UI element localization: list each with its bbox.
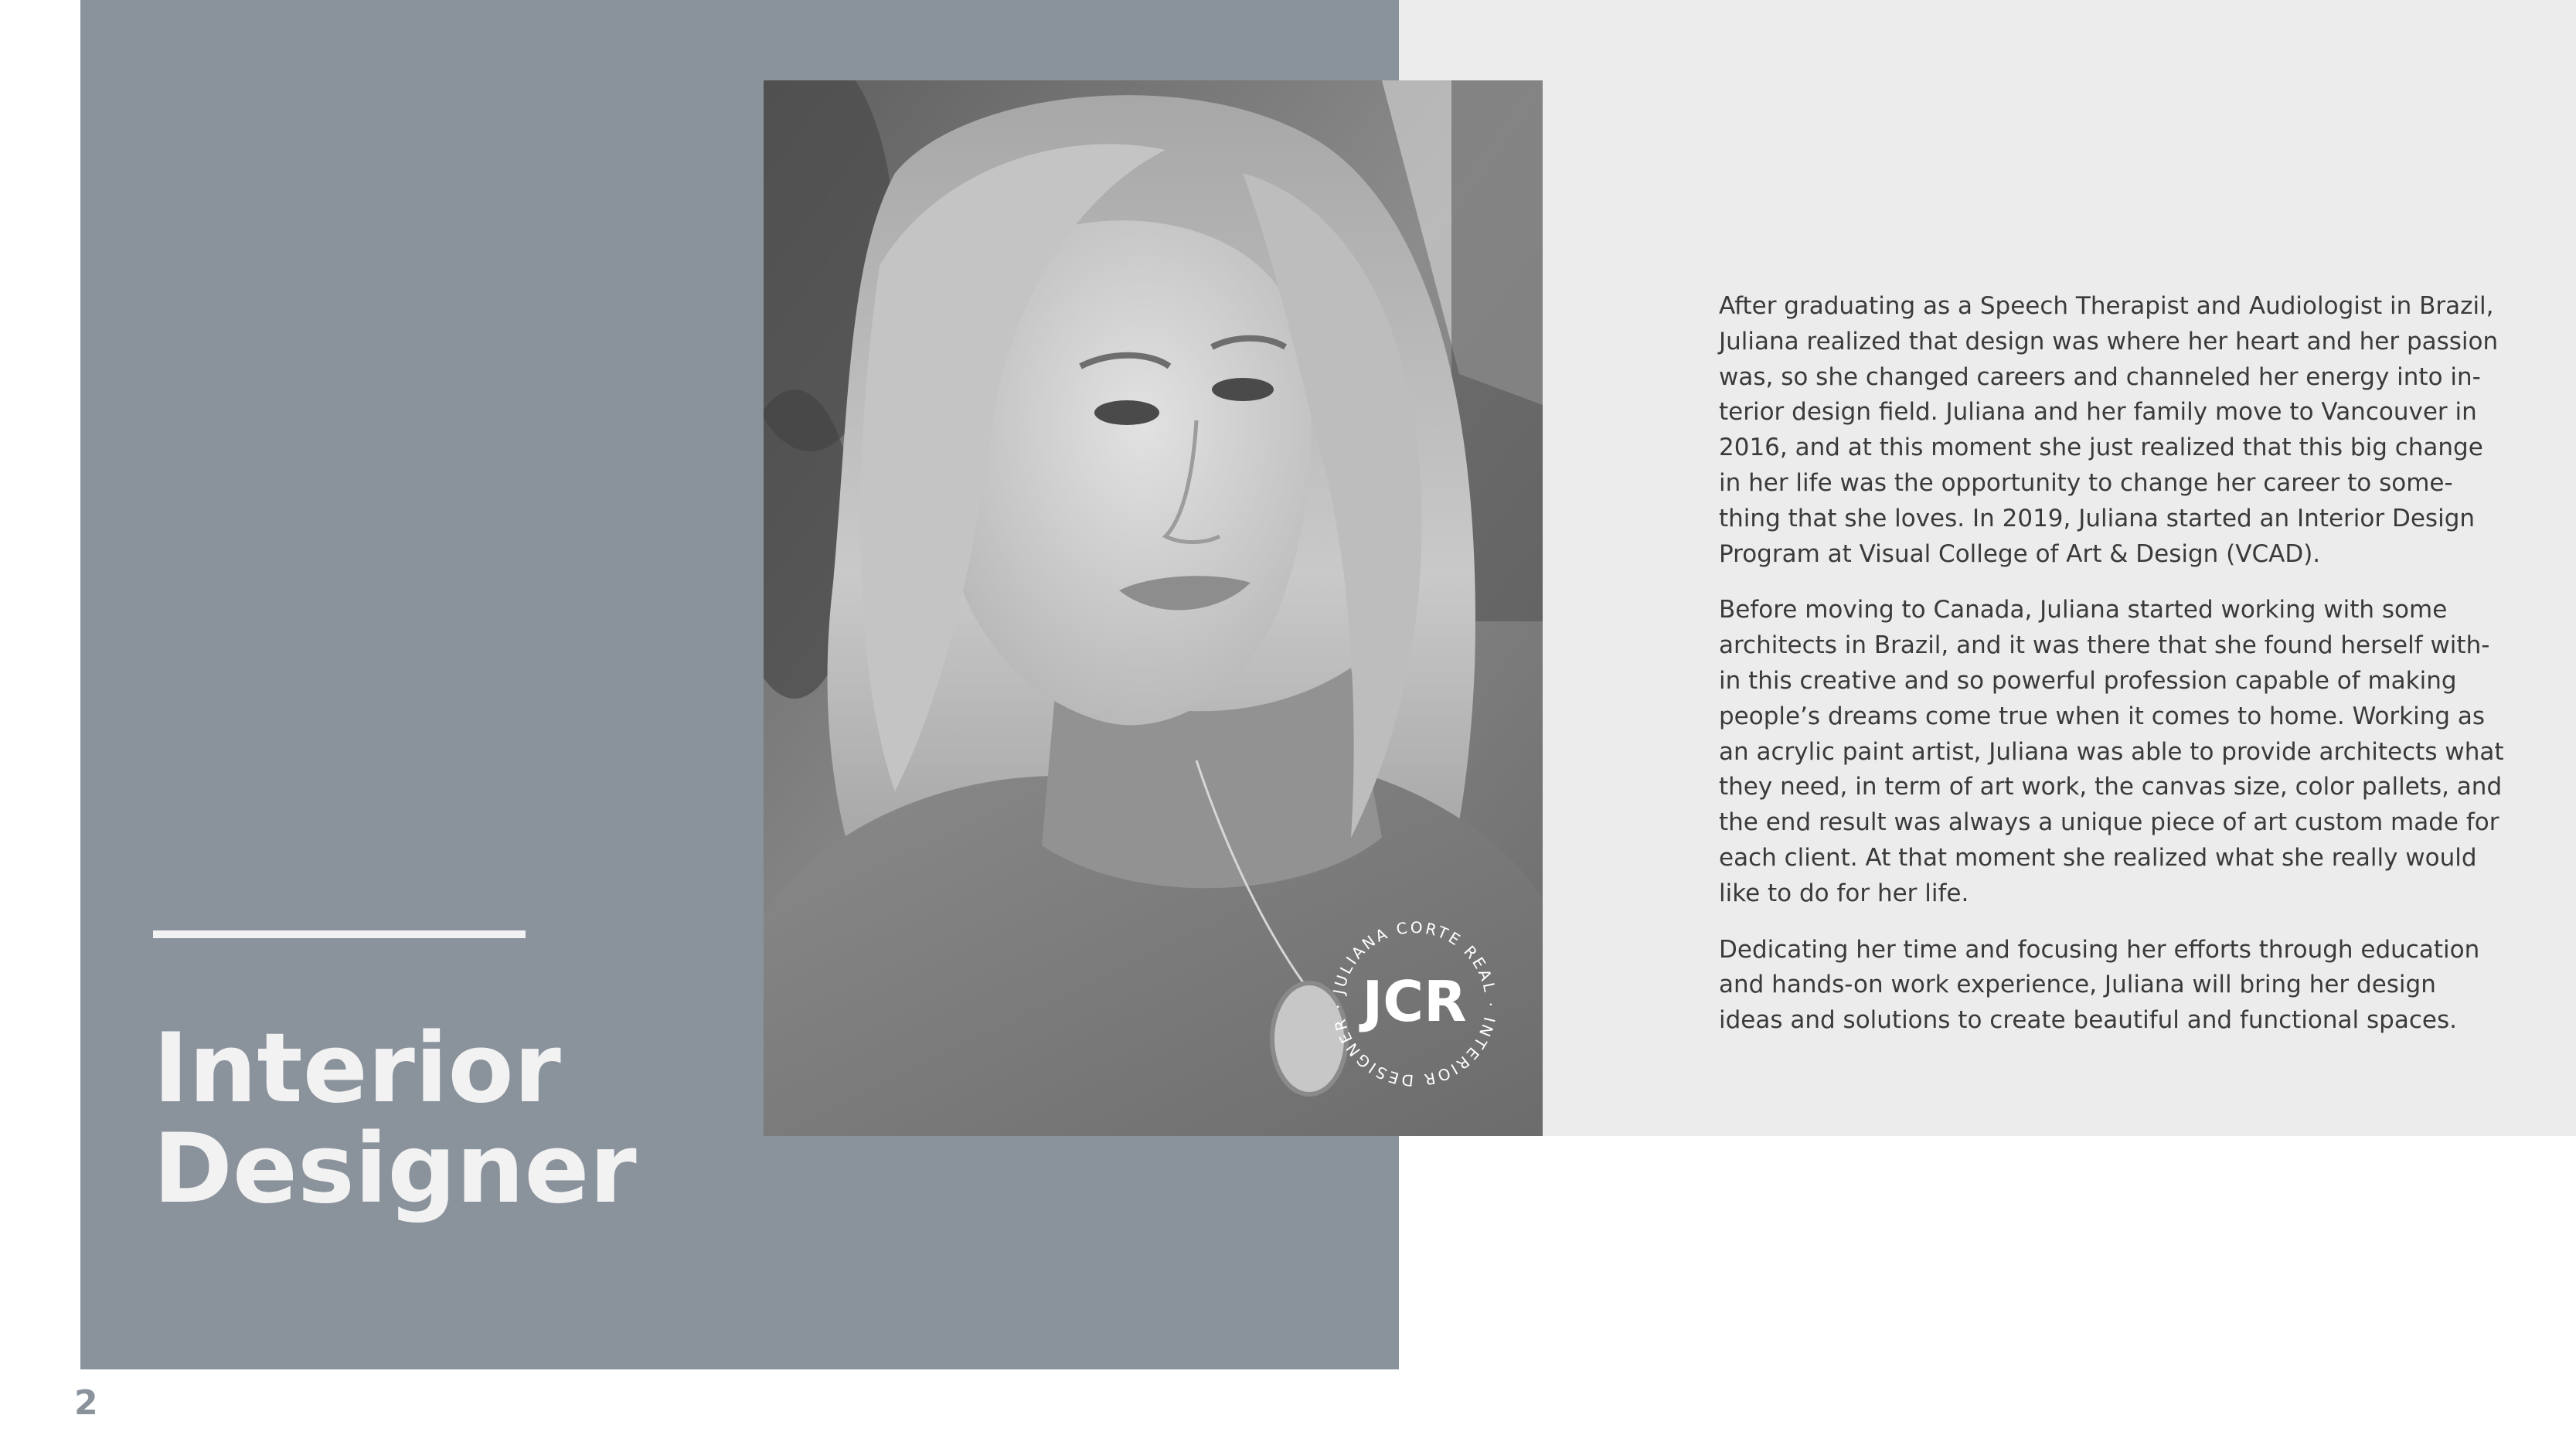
page-number: 2 [74, 1383, 98, 1423]
slide-title [153, 1013, 637, 1225]
biography-paragraph-3: Dedicating her time and focusing her efforts through education and hands-on work experience, Juliana will bring her design ideas and solutions to create beautiful and functional spaces. [1719, 935, 2480, 1035]
biography-paragraph-2: Before moving to Canada, Juliana started working with some architects in Brazil, and it was there that she found herself with-in this creative and so powerful profession capable of making people’s dreams come true when it comes to home. Working as an acrylic paint artist, Juliana was able to provide architects what they need, in term of art work, the canvas size, color pallets, and the end result was always a unique piece of art custom made for each client. At that moment she realized what she really would like to do for her life. [1719, 596, 2504, 907]
biography-paragraph-1: After graduating as a Speech Therapist and Audiologist in Brazil, Juliana realized that design was where her heart and her passion was, so she changed careers and channeled her energy into in-terior design field. Juliana and her family move to Vancouver in 2016, and at this moment she just realized that this big change in her life was the opportunity to change her career to some-thing that she loves. In 2019, Juliana started an Interior Design Program at Visual College of Art & Design (VCAD). [1719, 292, 2499, 568]
svg-text:JULIANA CORTE REAL · INTERIOR: JULIANA CORTE REAL · INTERIOR DESIGNER · [1328, 917, 1501, 1090]
portrait-photo [764, 80, 1543, 1136]
title-line-2: Designer [153, 1114, 637, 1225]
svg-text:JCR: JCR [1362, 969, 1467, 1034]
biography-text [1719, 289, 2507, 1060]
title-line-1: Interior [153, 1013, 561, 1124]
accent-rule [153, 930, 526, 938]
